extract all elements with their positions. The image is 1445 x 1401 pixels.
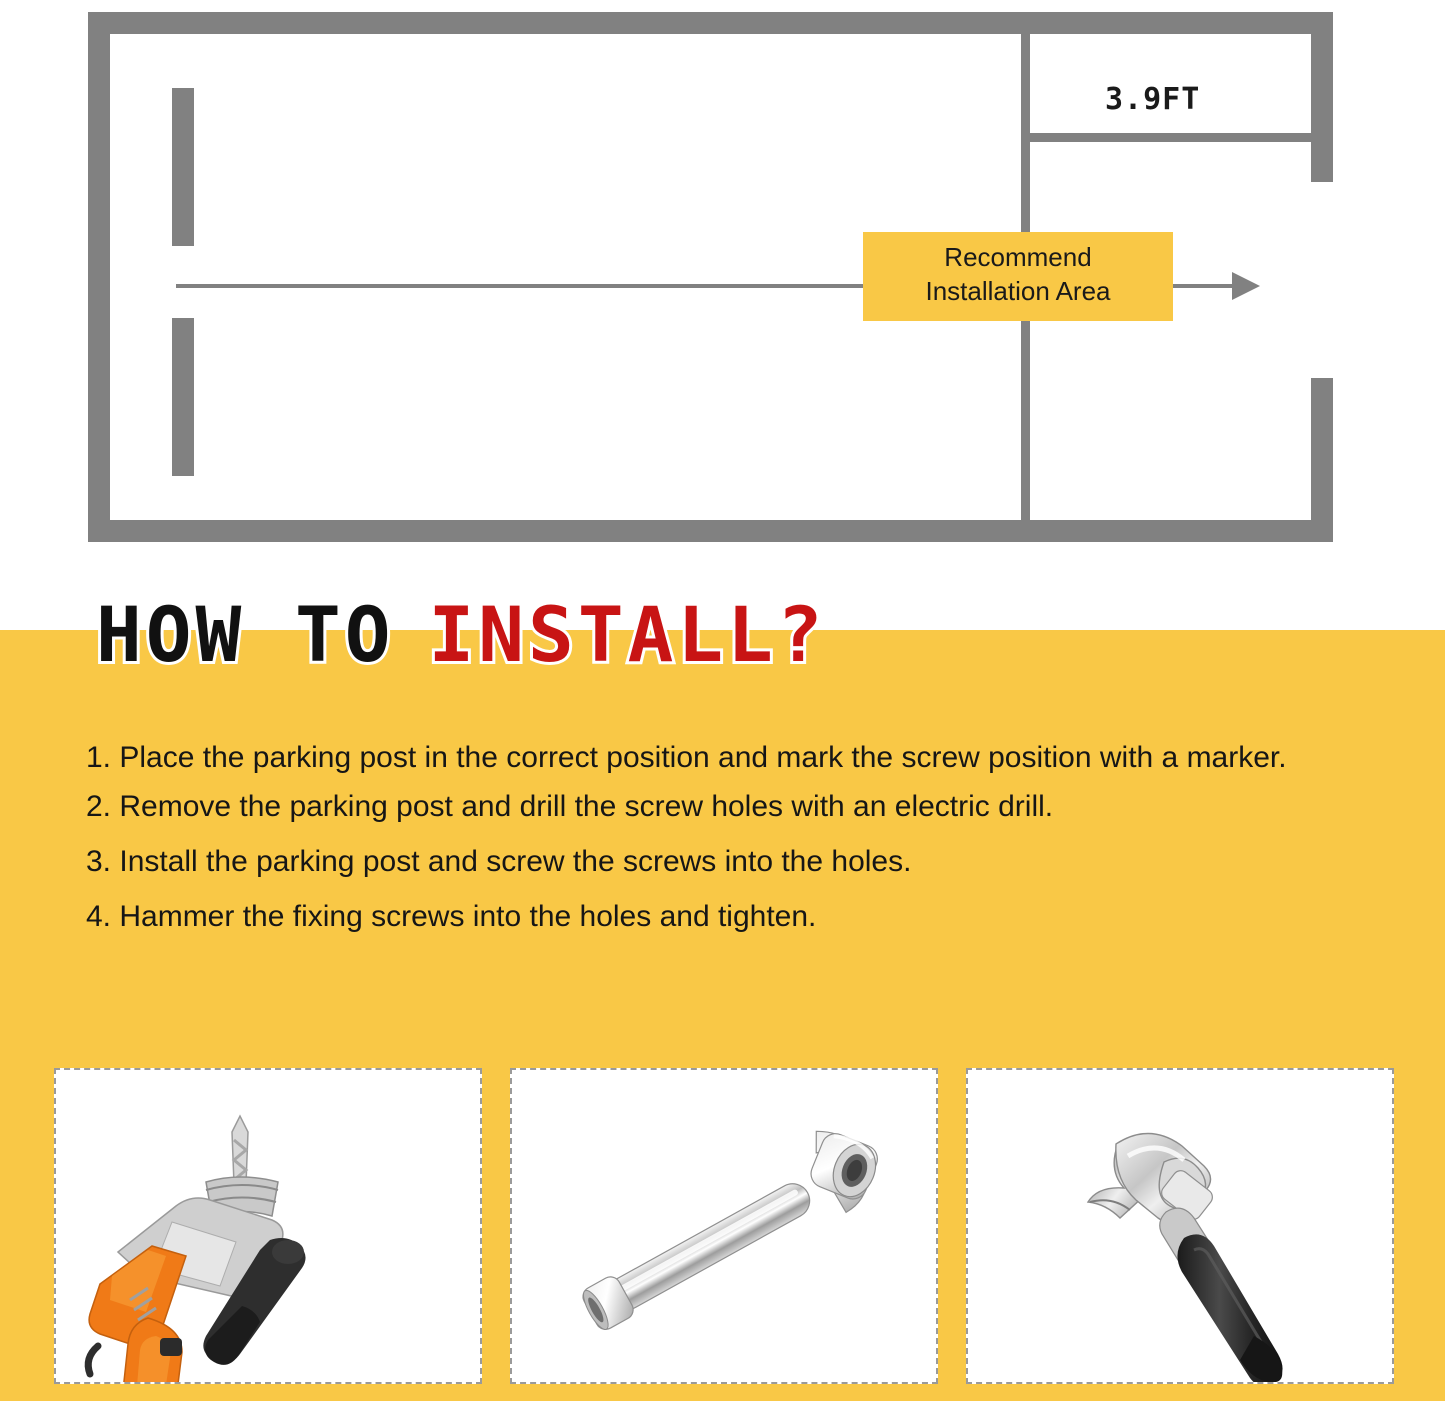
claw-hammer-icon [968,1070,1392,1382]
callout-line-1: Recommend [944,242,1092,272]
tool-card-electric-drill [54,1068,482,1384]
garage-wall-right-upper [1311,12,1333,182]
garage-wall-top [88,12,1333,34]
page-title-part-2: INSTALL? [428,590,827,679]
dimension-label: 3.9FT [1105,82,1201,117]
measurement-arrow-head [1232,272,1260,300]
tools-row [54,1068,1394,1384]
garage-wall-left [88,12,110,542]
recommend-installation-callout [863,232,1173,321]
list-item: 2. Remove the parking post and drill the screw holes with an electric drill. [86,790,1054,823]
parking-stall-marker-upper [172,88,194,246]
l-socket-wrench-icon [512,1070,936,1382]
garage-wall-right-lower [1311,378,1333,542]
page-title [96,590,827,679]
electric-drill-icon [56,1070,480,1382]
list-item: 4. Hammer the fixing screws into the holes and tighten. [86,900,817,933]
tool-card-socket-wrench [510,1068,938,1384]
garage-wall-bottom [88,520,1333,542]
callout-line-2: Installation Area [925,276,1111,307]
page-title-part-1: HOW TO [96,590,395,679]
list-item: 3. Install the parking post and screw the screws into the holes. [86,845,912,878]
parking-stall-marker-lower [172,318,194,476]
installation-steps-list [86,738,1366,952]
tool-card-claw-hammer [966,1068,1394,1384]
garage-layout-diagram [0,0,1445,575]
list-item: 1. Place the parking post in the correct position and mark the screw position with a marker. [86,741,1287,774]
garage-divider-horizontal [1021,133,1321,142]
